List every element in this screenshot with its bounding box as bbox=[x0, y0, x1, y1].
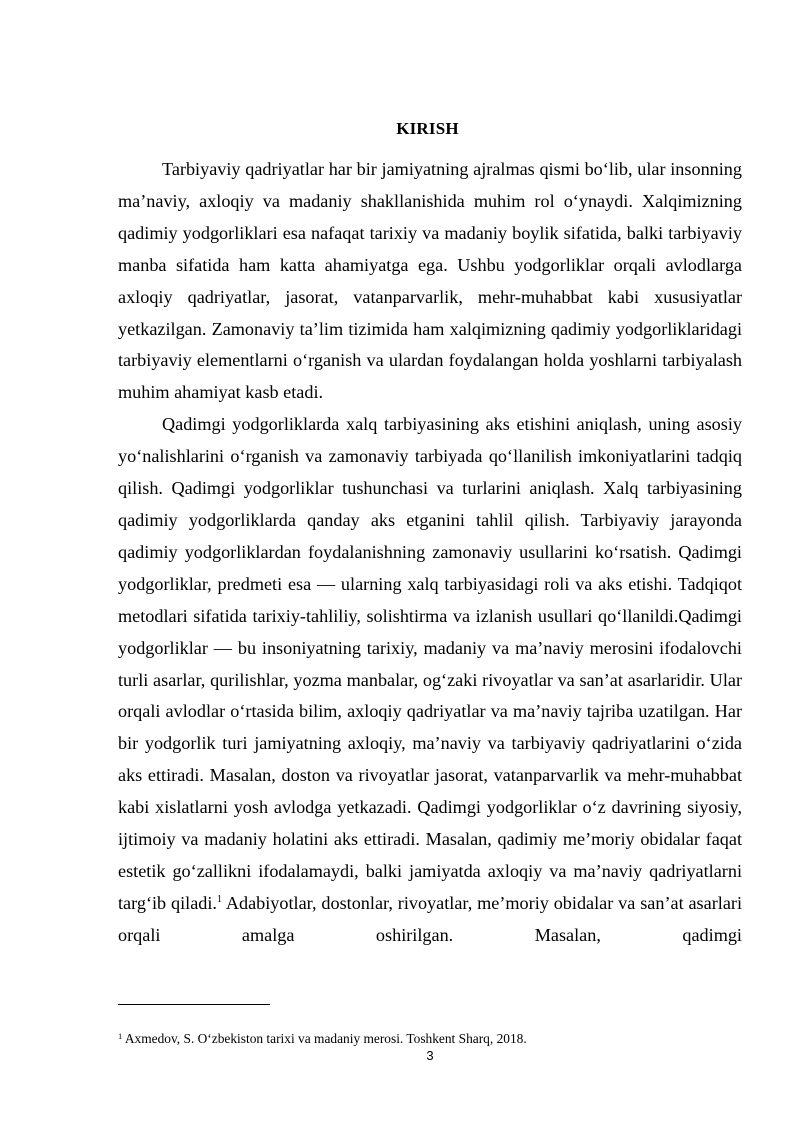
body-text bbox=[118, 154, 742, 952]
paragraph-2-text-after-ref: Adabiyotlar, dostonlar, rivoyatlar, me’moriy obidalar va san’at asarlari orqali amalga oshirilgan. Masalan, qadimgi bbox=[118, 892, 742, 945]
paragraph-2 bbox=[118, 409, 742, 951]
paragraph-1: Tarbiyaviy qadriyatlar har bir jamiyatning ajralmas qismi bo‘lib, ular insonning ma’naviy, axloqiy va madaniy shakllanishida muhim rol o‘ynaydi. Xalqimizning qadimiy yodgorliklari esa nafaqat tarixiy va madaniy boylik sifatida, balki tarbiyaviy manba sifatida ham katta ahamiyatga ega. Ushbu yodgorliklar orqali avlodlarga axloqiy qadriyatlar, jasorat, vatanparvarlik, mehr-muhabbat kabi xususiyatlar yetkazilgan. Zamonaviy ta’lim tizimida ham xalqimizning qadimiy yodgorliklaridagi tarbiyaviy elementlarni o‘rganish va ulardan foydalangan holda yoshlarni tarbiyalash muhim ahamiyat kasb etadi. bbox=[118, 159, 742, 403]
footnote-marker: 1 bbox=[118, 1031, 123, 1041]
footnote-text: Axmedov, S. O‘zbekiston tarixi va madaniy merosi. Toshkent Sharq, 2018. bbox=[122, 1031, 527, 1046]
footnote-reference[interactable]: 1 bbox=[216, 893, 222, 905]
page-number: 3 bbox=[426, 1048, 434, 1063]
section-heading: KIRISH bbox=[396, 119, 459, 138]
footnote bbox=[118, 1030, 742, 1048]
paragraph-2-text-before-ref: Qadimgi yodgorliklarda xalq tarbiyasining aks etishini aniqlash, uning asosiy yo‘nalishlarini o‘rganish va zamonaviy tarbiyada qo‘llanilish imkoniyatlarini tadqiq qilish. Qadimgi yodgorliklar tushunchasi va turlarini aniqlash. Xalq tarbiyasining qadimiy yodgorliklarda qanday aks etganini tahlil qilish. Tarbiyaviy jarayonda qadimiy yodgorliklardan foydalanishning zamonaviy usullarini ko‘rsatish. Qadimgi yodgorliklar, predmeti esa — ularning xalq tarbiyasidagi roli va aks etishi. Tadqiqot metodlari sifatida tarixiy-tahliliy, solishtirma va izlanish usullari qo‘llanildi.Qadimgi yodgorliklar — bu insoniyatning tarixiy, madaniy va ma’naviy merosini ifodalovchi turli asarlar, qurilishlar, yozma manbalar, og‘zaki rivoyatlar va san’at asarlaridir. Ular orqali avlodlar o‘rtasida bilim, axloqiy qadriyatlar va ma’naviy tajriba uzatilgan. Har bir yodgorlik turi jamiyatning axloqiy, ma’naviy va tarbiyaviy qadriyatlarini o‘zida aks ettiradi. Masalan, doston va rivoyatlar jasorat, vatanparvarlik va mehr-muhabbat kabi xislatlarni yosh avlodga yetkazadi. Qadimgi yodgorliklar o‘z davrining siyosiy, ijtimoiy va madaniy holatini aks ettiradi. Masalan, qadimiy me’moriy obidalar faqat estetik go‘zallikni ifodalamaydi, balki jamiyatda axloqiy va ma’naviy qadriyatlarni targ‘ib qiladi. bbox=[118, 414, 742, 913]
footnote-separator bbox=[118, 1004, 270, 1005]
